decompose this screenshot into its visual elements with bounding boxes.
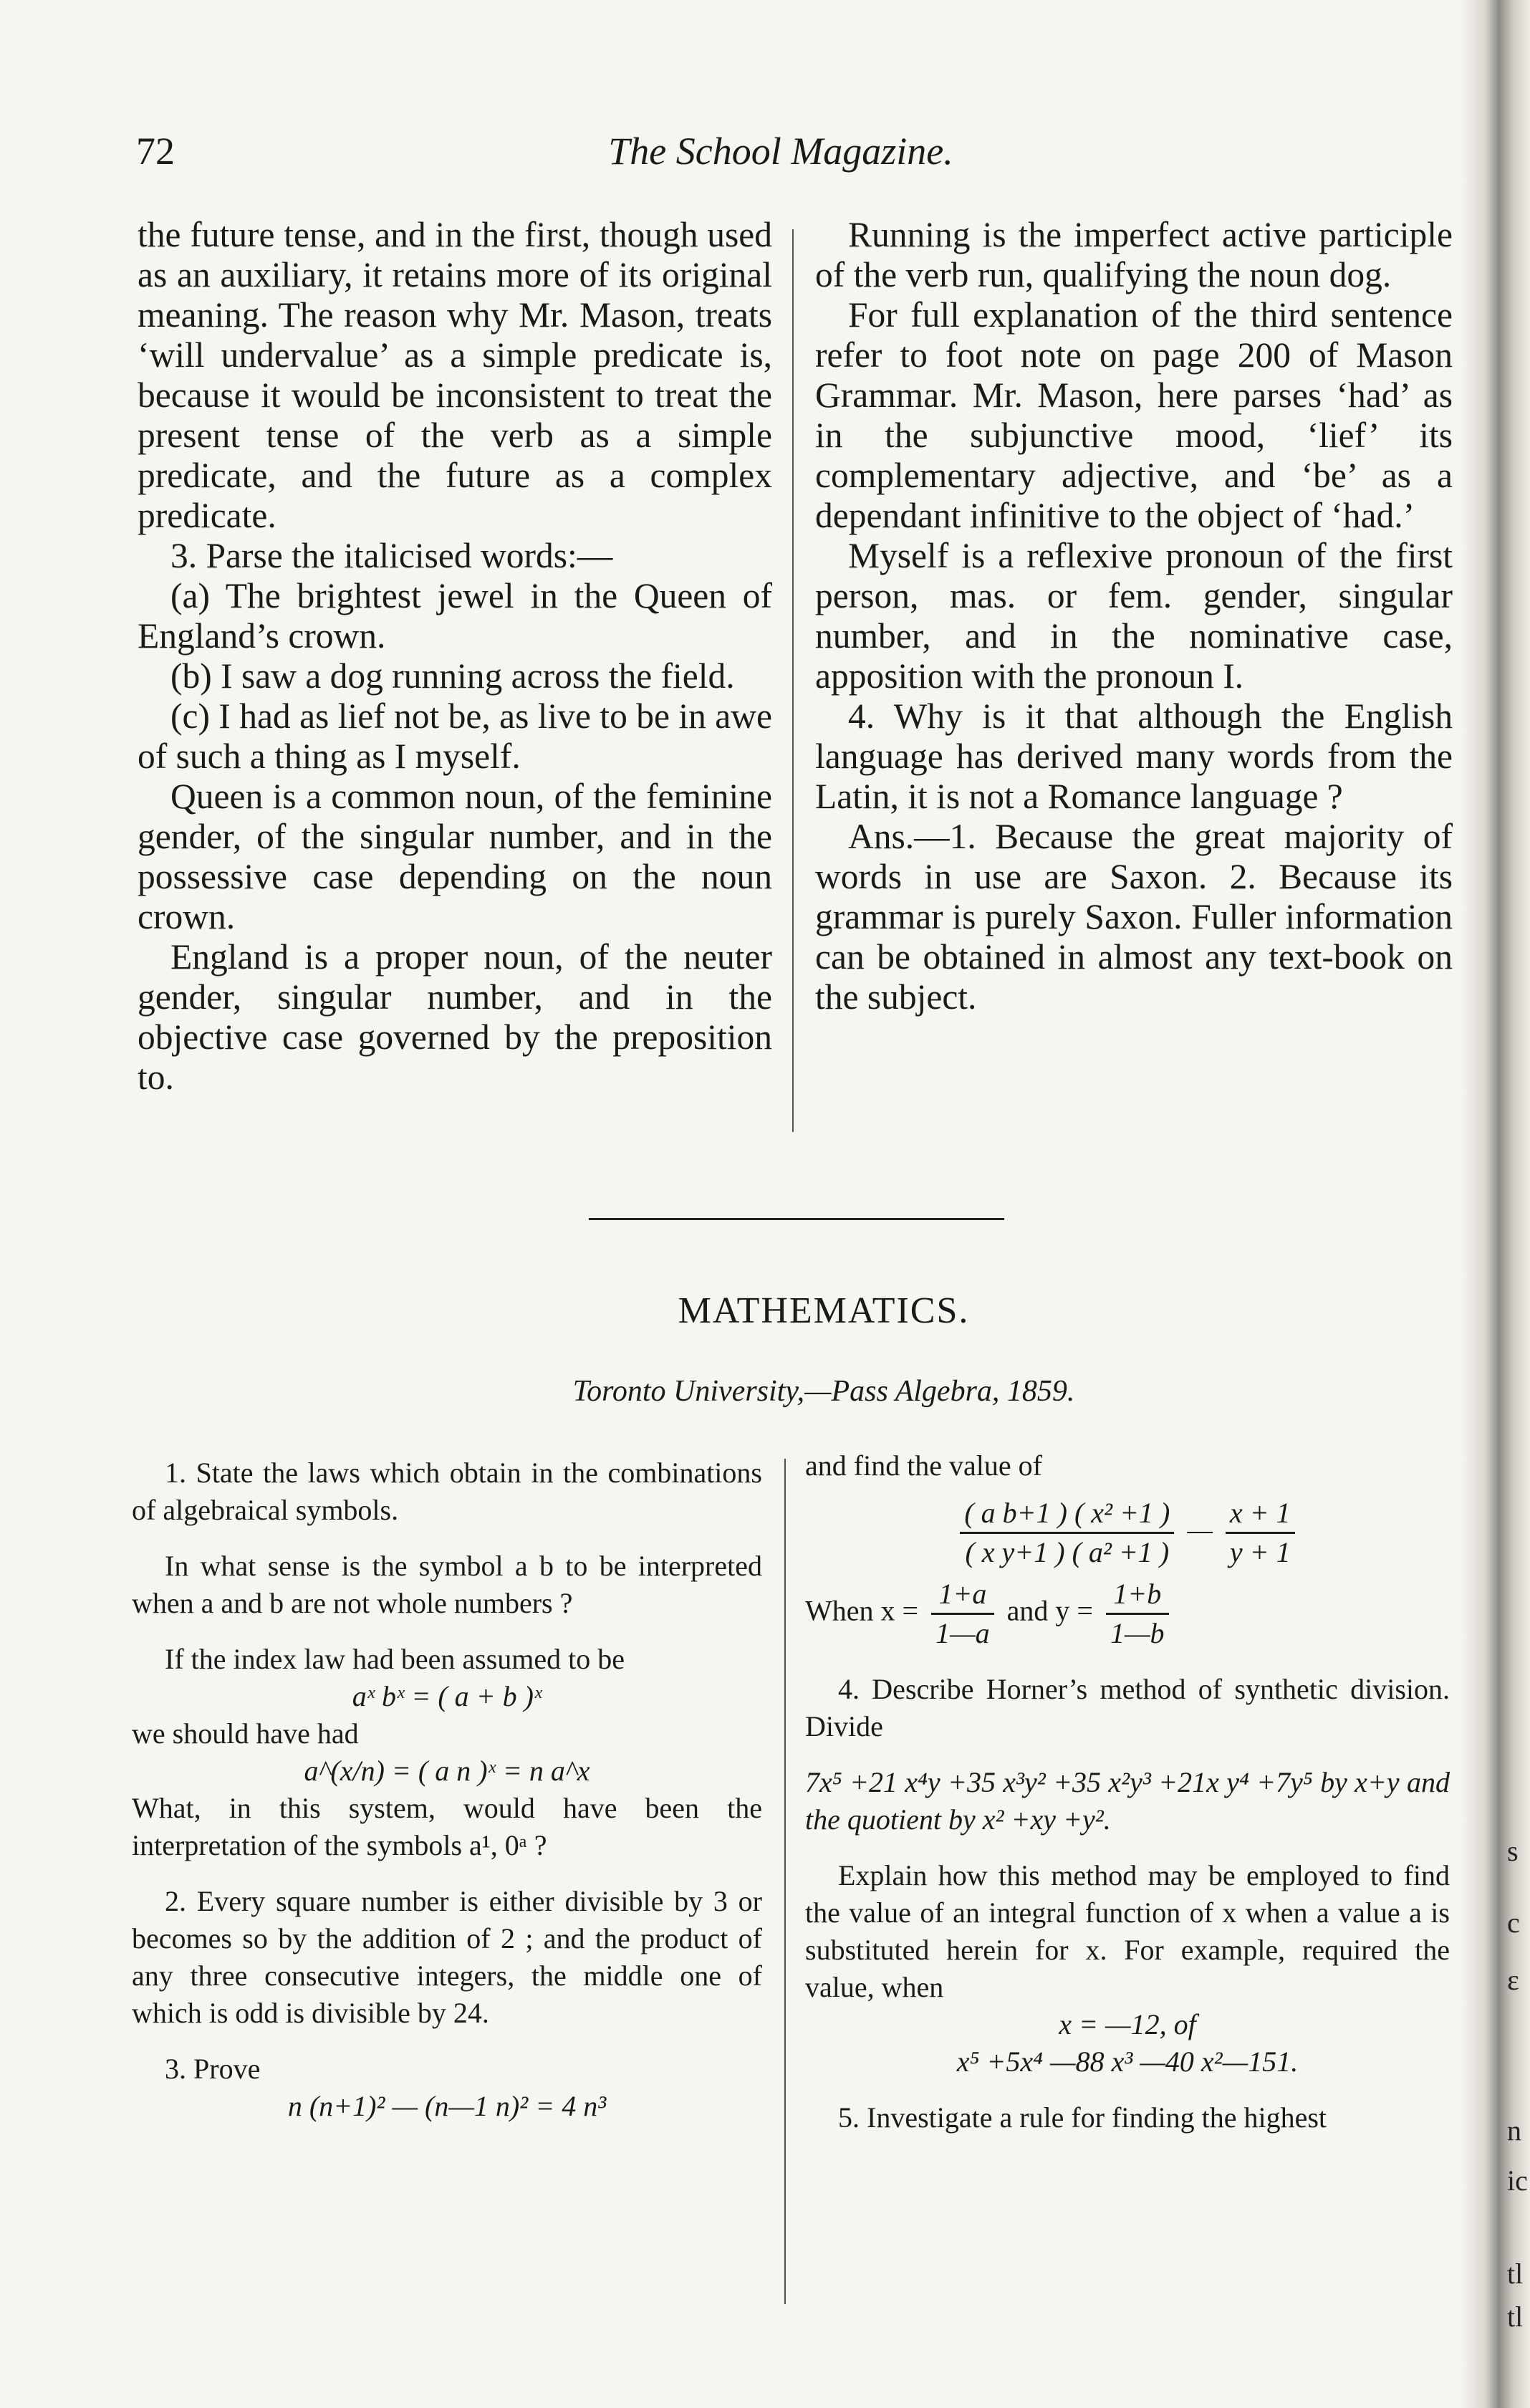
numerator: x + 1 <box>1226 1495 1295 1534</box>
numerator: 1+b <box>1106 1575 1169 1615</box>
paragraph: 4. Why is it that although the English language has derived many words from the Latin, it is not a Romance language ? <box>815 696 1453 816</box>
column-divider <box>792 229 794 1132</box>
equation: a^(x/n) = ( a n )ˣ = n a^x <box>304 1755 590 1787</box>
fragment: tl <box>1507 2258 1524 2290</box>
adjacent-page-fragments <box>1504 0 1530 2408</box>
question-5: 5. Investigate a rule for finding the highest <box>838 2101 1327 2134</box>
page-number: 72 <box>136 130 175 173</box>
column-divider <box>784 1459 786 2304</box>
equation: aˣ bˣ = ( a + b )ˣ <box>352 1680 542 1712</box>
equation: n (n+1)² — (n—1 n)² = 4 n³ <box>287 2090 607 2122</box>
equation: x = —12, of <box>1059 2008 1196 2040</box>
paragraph: the future tense, and in the first, though used as an auxiliary, it retains more of its original meaning. The reason why Mr. Mason, treats ‘will undervalue’ as a simple predicate is, because it would be inconsistent to treat the present tense of the verb as a simple predicate, and the future as a complex predicate. <box>138 215 772 535</box>
and-label: and y = <box>1006 1594 1093 1627</box>
question-1-sense: In what sense is the symbol a b to be interpreted when a and b are not whole numbers ? <box>132 1550 762 1619</box>
paragraph: we should have had <box>132 1717 359 1750</box>
fraction <box>1226 1495 1295 1571</box>
numerator: 1+a <box>931 1575 994 1615</box>
question-2: 2. Every square number is either divisible by 3 or becomes so by the addition of 2 ; and the product of any three consecutive integers, the middle one of which is odd is divisible by 24. <box>132 1885 762 2029</box>
question-1: 1. State the laws which obtain in the combinations of algebraical symbols. <box>132 1457 762 1526</box>
denominator: ( x y+1 ) ( a² +1 ) <box>965 1536 1170 1568</box>
fraction-expression <box>805 1495 1450 1571</box>
paragraph: (c) I had as lief not be, as live to be in awe of such a thing as I myself. <box>138 696 772 776</box>
paragraph: (b) I saw a dog running across the field. <box>170 656 735 696</box>
section-rule <box>589 1218 1004 1220</box>
section-subtitle: Toronto University,—Pass Algebra, 1859. <box>572 1375 1075 1408</box>
section-title: MATHEMATICS. <box>678 1290 970 1331</box>
question-4: 4. Describe Horner’s method of synthetic division. Divide <box>805 1673 1450 1742</box>
fragment: s <box>1507 1835 1519 1867</box>
question-3: 3. Prove <box>165 2053 261 2085</box>
fraction <box>1106 1575 1169 1652</box>
question-1-index: If the index law had been assumed to be <box>165 1643 625 1675</box>
grammar-left-column <box>138 215 772 1098</box>
fragment: ic <box>1507 2164 1528 2197</box>
minus-sign: — <box>1187 1513 1213 1546</box>
math-left-column <box>132 1454 762 2125</box>
fraction <box>931 1575 994 1652</box>
question-heading: 3. Parse the italicised words:— <box>170 536 613 575</box>
when-substitution <box>805 1575 1450 1652</box>
denominator: 1—b <box>1110 1617 1165 1649</box>
when-label: When x = <box>805 1594 919 1627</box>
paragraph: Myself is a reflexive pronoun of the first person, mas. or fem. gender, singular number, and in the nominative case, apposition with the pronoun I. <box>815 536 1453 696</box>
polynomial: x⁵ +5x⁴ —88 x³ —40 x²—151. <box>956 2045 1299 2078</box>
fragment: tl <box>1507 2301 1524 2333</box>
fragment: c <box>1507 1906 1520 1939</box>
paragraph: For full explanation of the third sentence refer to foot note on page 200 of Mason Grammar. Mr. Mason, here parses ‘had’ as in the subjunctive mood, ‘lief’ its complementary adjective, and ‘be’ as a dependant infinitive to the object of ‘had.’ <box>815 295 1453 535</box>
denominator: 1—a <box>935 1617 990 1649</box>
denominator: y + 1 <box>1229 1536 1291 1568</box>
page-header <box>136 129 1461 179</box>
fragment: ε <box>1507 1964 1519 1996</box>
polynomial: 7x⁵ +21 x⁴y +35 x³y² +35 x²y³ +21x y⁴ +7y⁵ by x+y and the quotient by x² +xy +y². <box>805 1766 1450 1836</box>
running-title: The School Magazine. <box>608 130 953 173</box>
paragraph: Running is the imperfect active participle of the verb run, qualifying the noun dog. <box>815 215 1453 294</box>
paragraph: What, in this system, would have been the interpretation of the symbols a¹, 0ᵃ ? <box>132 1792 762 1861</box>
grammar-right-column <box>815 215 1453 1017</box>
paragraph: England is a proper noun, of the neuter gender, singular number, and in the objective case governed by the preposition to. <box>138 937 772 1097</box>
paragraph: Ans.—1. Because the great majority of words in use are Saxon. 2. Because its grammar is purely Saxon. Fuller information can be obtained in almost any text-book on the subject. <box>815 817 1453 1017</box>
paragraph: and find the value of <box>805 1449 1042 1482</box>
paragraph: Queen is a common noun, of the feminine gender, of the singular number, and in the possessive case depending on the noun crown. <box>138 777 772 936</box>
numerator: ( a b+1 ) ( x² +1 ) <box>960 1495 1174 1534</box>
paragraph: (a) The brightest jewel in the Queen of England’s crown. <box>138 576 772 656</box>
fragment: n <box>1507 2114 1521 2146</box>
paragraph: Explain how this method may be employed to find the value of an integral function of x when a value a is substituted herein for x. For example, required the value, when <box>805 1859 1450 2003</box>
fraction <box>960 1495 1174 1571</box>
math-right-column <box>805 1447 1450 2136</box>
